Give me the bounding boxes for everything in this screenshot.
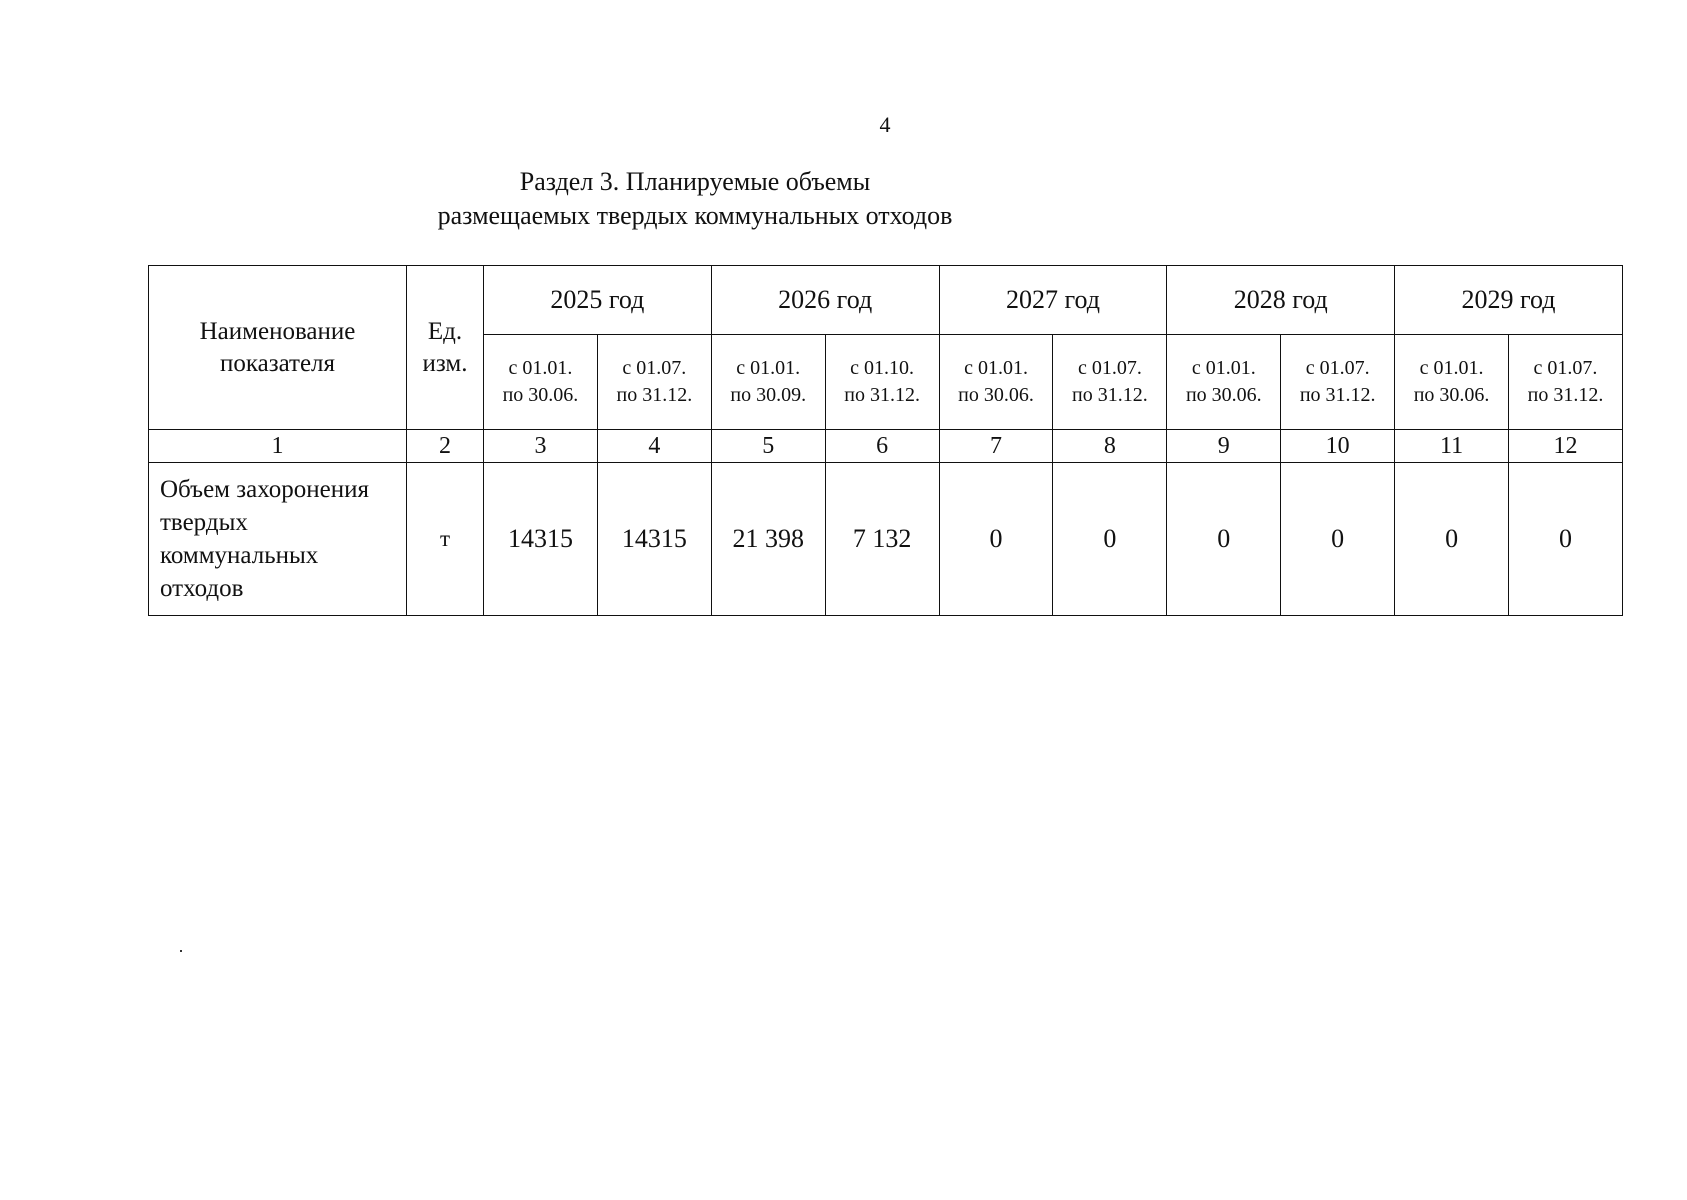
column-number: 3	[484, 430, 598, 463]
volume-value: 0	[1509, 463, 1623, 616]
section-title-line-1: Раздел 3. Планируемые объемы	[519, 167, 871, 196]
period-to: по 30.06.	[1413, 384, 1490, 406]
volume-value: 0	[1395, 463, 1509, 616]
header-year: 2027 год	[939, 266, 1167, 335]
period-from: с 01.10.	[850, 357, 915, 379]
header-period	[939, 335, 1053, 430]
period-from: с 01.07.	[1305, 357, 1370, 379]
column-number: 6	[825, 430, 939, 463]
column-number: 12	[1509, 430, 1623, 463]
column-number: 11	[1395, 430, 1509, 463]
column-number: 1	[149, 430, 407, 463]
header-period	[1053, 335, 1167, 430]
column-number-row	[149, 430, 1623, 463]
column-number: 7	[939, 430, 1053, 463]
column-number: 5	[711, 430, 825, 463]
period-to: по 30.06.	[1185, 384, 1262, 406]
volume-value: 0	[1281, 463, 1395, 616]
volume-value: 14315	[597, 463, 711, 616]
period-to: по 31.12.	[1527, 384, 1604, 406]
header-period	[1509, 335, 1623, 430]
header-period	[1281, 335, 1395, 430]
period-to: по 30.06.	[502, 384, 579, 406]
header-indicator-name: Наименование показателя	[149, 266, 407, 430]
header-unit: Ед. изм.	[407, 266, 484, 430]
volume-value: 0	[939, 463, 1053, 616]
header-period	[484, 335, 598, 430]
period-to: по 31.12.	[616, 384, 693, 406]
period-from: с 01.01.	[1191, 357, 1256, 379]
header-period	[1167, 335, 1281, 430]
header-year: 2029 год	[1395, 266, 1623, 335]
period-from: с 01.01.	[508, 357, 573, 379]
header-year: 2025 год	[484, 266, 712, 335]
period-from: с 01.07.	[1077, 357, 1142, 379]
waste-volume-table	[148, 265, 1623, 616]
scan-speck	[180, 950, 182, 952]
period-to: по 30.09.	[730, 384, 807, 406]
header-period	[1395, 335, 1509, 430]
volume-value: 0	[1167, 463, 1281, 616]
column-number: 4	[597, 430, 711, 463]
column-number: 10	[1281, 430, 1395, 463]
period-from: с 01.07.	[622, 357, 687, 379]
indicator-name: Объем захоронения твердых коммунальных отходов	[149, 463, 407, 616]
column-number: 2	[407, 430, 484, 463]
section-title	[0, 165, 1390, 233]
header-period	[711, 335, 825, 430]
period-to: по 30.06.	[958, 384, 1034, 406]
volume-value: 0	[1053, 463, 1167, 616]
period-from: с 01.01.	[1419, 357, 1484, 379]
header-period	[825, 335, 939, 430]
unit-value: т	[407, 463, 484, 616]
header-row-years	[149, 266, 1623, 335]
volume-value: 21 398	[711, 463, 825, 616]
header-year: 2028 год	[1167, 266, 1395, 335]
table-row	[149, 463, 1623, 616]
period-from: с 01.01.	[964, 357, 1028, 379]
column-number: 9	[1167, 430, 1281, 463]
period-to: по 31.12.	[1072, 384, 1148, 406]
period-from: с 01.01.	[736, 357, 801, 379]
volume-value: 14315	[484, 463, 598, 616]
volume-value: 7 132	[825, 463, 939, 616]
period-to: по 31.12.	[844, 384, 920, 406]
section-title-line-2: размещаемых твердых коммунальных отходов	[437, 201, 953, 230]
header-period	[597, 335, 711, 430]
header-year: 2026 год	[711, 266, 939, 335]
column-number: 8	[1053, 430, 1167, 463]
period-to: по 31.12.	[1299, 384, 1376, 406]
period-from: с 01.07.	[1533, 357, 1598, 379]
page-number: 4	[879, 112, 891, 137]
